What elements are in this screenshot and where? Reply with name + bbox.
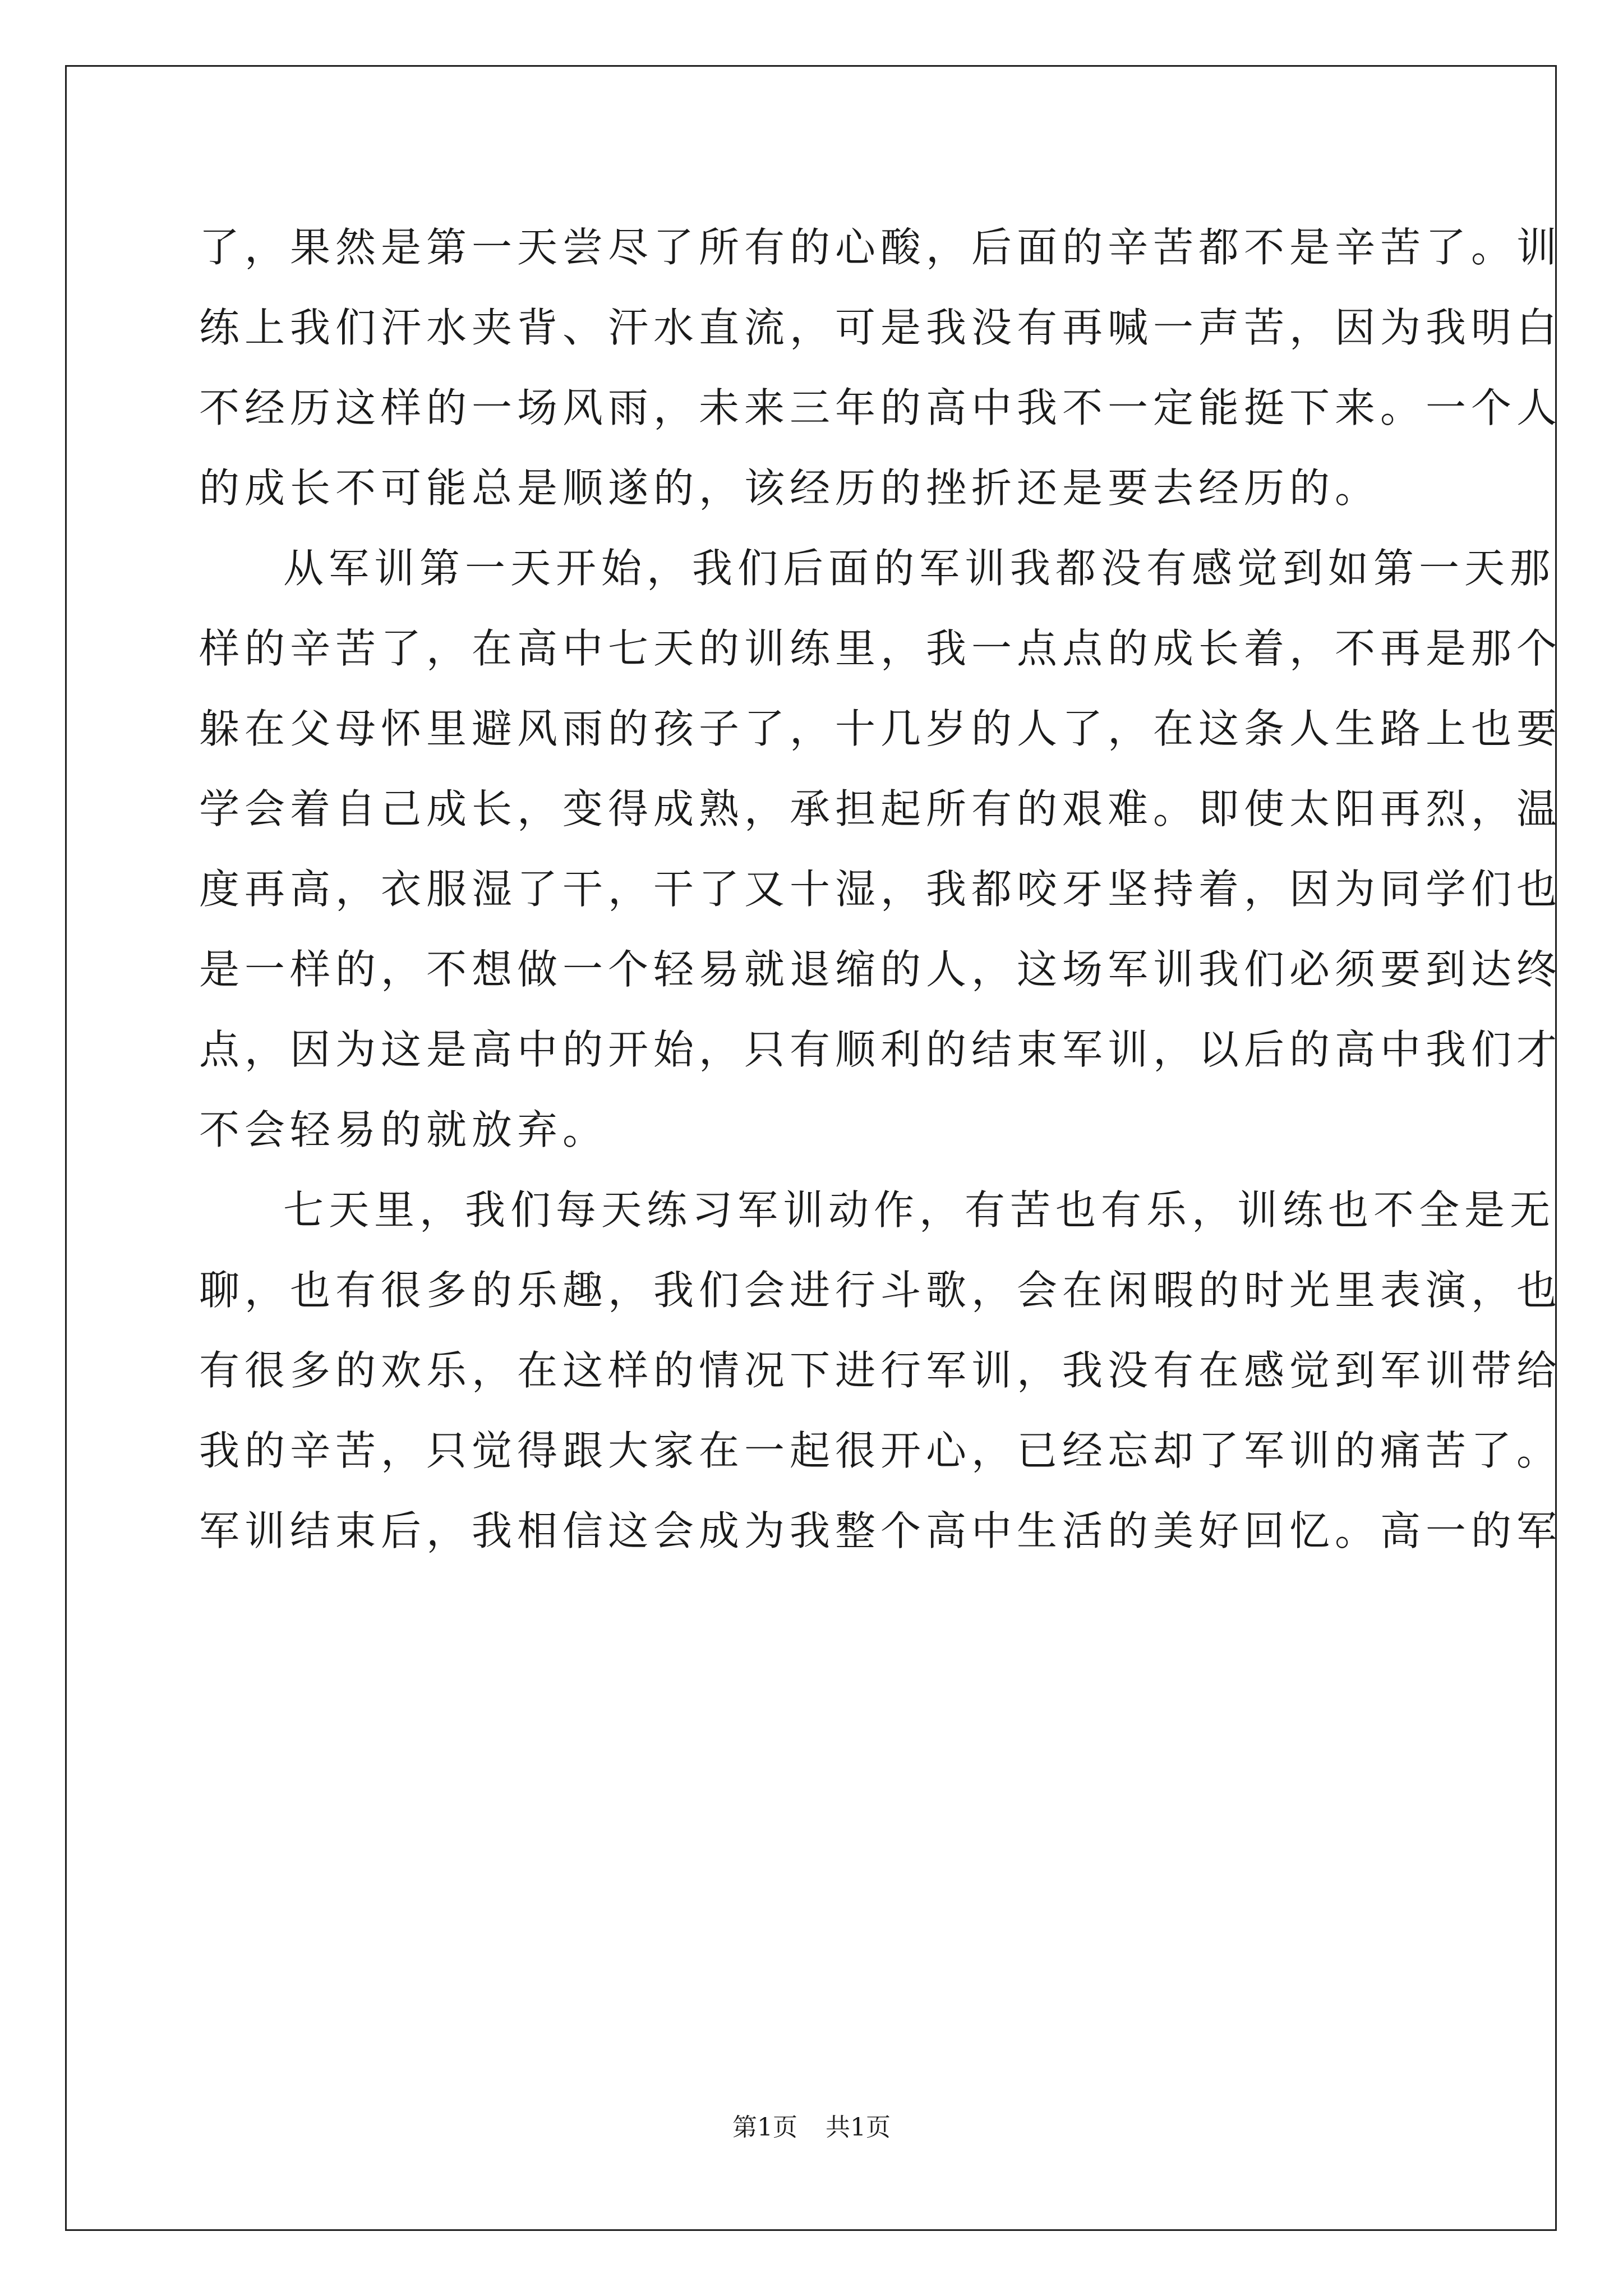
text-line: 聊，也有很多的乐趣，我们会进行斗歌，会在闲暇的时光里表演，也: [199, 1267, 1562, 1314]
page-total: 共1页: [826, 2113, 891, 2142]
text-line: 度再高，衣服湿了干，干了又十湿，我都咬牙坚持着，因为同学们也: [199, 866, 1562, 913]
text-line: 不会轻易的就放弃。: [199, 1106, 608, 1153]
page-number: 第1页: [732, 2113, 797, 2142]
text-line: 的成长不可能总是顺遂的，该经历的挫折还是要去经历的。: [199, 464, 1381, 512]
text-line: 学会着自己成长，变得成熟，承担起所有的艰难。即使太阳再烈，温: [199, 785, 1562, 832]
text-line: 练上我们汗水夹背、汗水直流，可是我没有再喊一声苦，因为我明白: [199, 304, 1562, 351]
text-line: 是一样的，不想做一个轻易就退缩的人，这场军训我们必须要到达终: [199, 946, 1562, 993]
paragraph-start-line: 从军训第一天开始，我们后面的军训我都没有感觉到如第一天那: [283, 545, 1556, 592]
text-line: 点，因为这是高中的开始，只有顺利的结束军训，以后的高中我们才: [199, 1026, 1562, 1073]
text-line: 了，果然是第一天尝尽了所有的心酸，后面的辛苦都不是辛苦了。训: [199, 224, 1562, 271]
text-line: 躲在父母怀里避风雨的孩子了，十几岁的人了，在这条人生路上也要: [199, 705, 1562, 752]
page-footer: [0, 2107, 1623, 2143]
text-line: 不经历这样的一场风雨，未来三年的高中我不一定能挺下来。一个人: [199, 384, 1562, 431]
paragraph-start-line: 七天里，我们每天练习军训动作，有苦也有乐，训练也不全是无: [283, 1186, 1556, 1234]
text-line: 有很多的欢乐，在这样的情况下进行军训，我没有在感觉到军训带给: [199, 1347, 1562, 1394]
text-line: 样的辛苦了，在高中七天的训练里，我一点点的成长着，不再是那个: [199, 625, 1562, 672]
text-line: 军训结束后，我相信这会成为我整个高中生活的美好回忆。高一的军: [199, 1507, 1562, 1554]
document-body: [199, 208, 1562, 1571]
text-line: 我的辛苦，只觉得跟大家在一起很开心，已经忘却了军训的痛苦了。: [199, 1427, 1562, 1474]
